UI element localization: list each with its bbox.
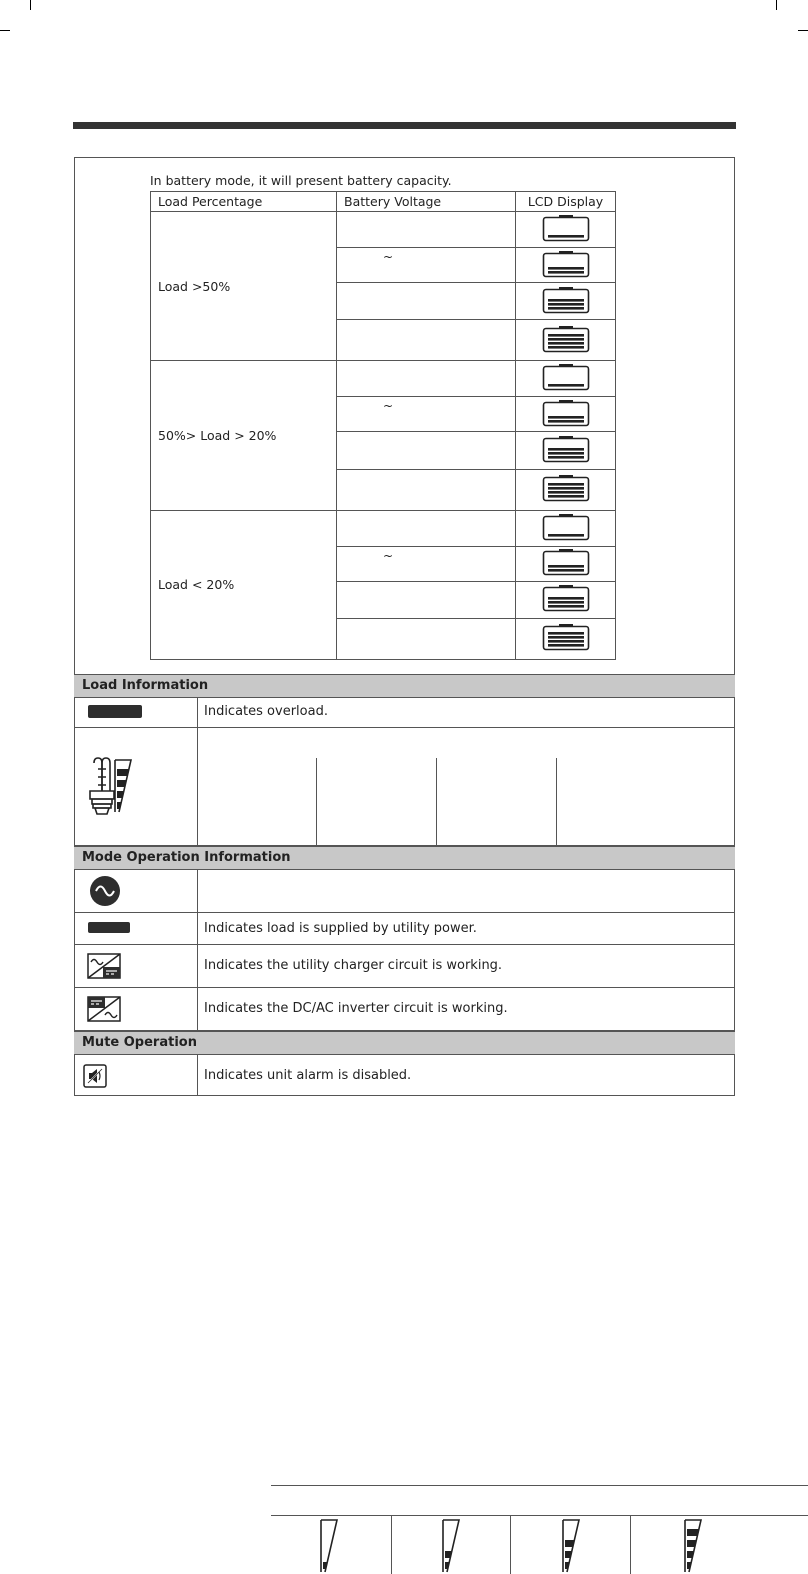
battery-icon-cell [516,320,616,361]
utility-icon-cell [74,913,198,944]
battery-icon-cell [516,581,616,618]
battery-icon [542,548,590,576]
voltage-cell [337,510,516,546]
battery-icon [542,286,590,314]
battery-icon-cell [516,397,616,432]
voltage-cell [337,618,516,659]
header-load-percentage: Load Percentage [151,192,337,212]
battery-icon-cell [516,618,616,659]
inverter-text: Indicates the DC/AC inverter circuit is working. [204,1001,508,1016]
voltage-cell [337,361,516,397]
divider [316,758,317,846]
utility-row [74,913,735,945]
load-level-icon [440,1518,464,1574]
voltage-cell [337,248,516,283]
battery-icon [542,435,590,463]
crop-mark [776,0,777,10]
load-group-label: 50%> Load > 20% [151,361,337,510]
section-load-information: Load Information [74,674,735,698]
battery-icon-cell [516,212,616,248]
load-level-icon [560,1518,584,1574]
header-rule [73,122,736,129]
load-group-label: Load < 20% [151,510,337,659]
battery-icon [542,363,590,391]
utility-bar-icon [88,922,130,933]
battery-capacity-table [150,191,616,660]
load-icon-cell [74,728,198,845]
ac-sine-icon [89,875,121,907]
overload-row [74,698,735,728]
voltage-cell [337,469,516,510]
voltage-cell [337,212,516,248]
section-mute-operation: Mute Operation [74,1031,735,1055]
battery-icon-cell [516,510,616,546]
utility-text: Indicates load is supplied by utility power. [204,921,477,936]
header-lcd-display: LCD Display [516,192,616,212]
mute-text: Indicates unit alarm is disabled. [204,1068,412,1083]
battery-icon-cell [516,546,616,581]
battery-icon-cell [516,469,616,510]
ac-icon-cell [74,870,198,912]
load-level-icons-row [271,1516,808,1574]
load-level-blank-row [271,1456,808,1486]
crop-mark [798,30,808,31]
load-level-cell [391,1516,511,1574]
battery-icon [542,513,590,541]
battery-icon-cell [516,283,616,320]
load-level-cell [630,1516,808,1574]
voltage-cell [337,397,516,432]
voltage-range-tilde: ~ [383,250,394,265]
battery-icon [542,399,590,427]
battery-icon-cell [516,432,616,469]
overload-icon-cell [74,698,198,727]
voltage-cell [337,546,516,581]
header-battery-voltage: Battery Voltage [337,192,516,212]
load-level-cell [510,1516,631,1574]
inverter-icon-cell [74,988,198,1030]
crop-mark [30,0,31,10]
load-level-icon [682,1518,706,1574]
battery-icon [542,214,590,242]
load-level-range-row [271,1486,808,1516]
load-level-row [74,728,735,846]
load-level-cell [271,1516,392,1574]
divider [436,758,437,846]
overload-icon [88,705,142,718]
charger-text: Indicates the utility charger circuit is working. [204,958,503,973]
mute-speaker-icon [83,1064,107,1088]
crop-mark [0,30,10,31]
charger-row [74,945,735,988]
battery-icon [542,325,590,353]
voltage-range-tilde: ~ [383,399,394,414]
overload-text: Indicates overload. [204,704,328,719]
voltage-range-tilde: ~ [383,548,394,563]
inverter-icon [87,996,121,1022]
voltage-cell [337,320,516,361]
battery-icon [542,250,590,278]
battery-icon [542,623,590,651]
ac-input-row [74,870,735,913]
battery-icon [542,474,590,502]
battery-icon-cell [516,248,616,283]
section-mode-operation: Mode Operation Information [74,846,735,870]
battery-intro-text: In battery mode, it will present battery capacity. [150,173,452,188]
battery-icon [542,584,590,612]
voltage-cell [337,283,516,320]
mute-icon-cell [74,1055,198,1096]
voltage-cell [337,581,516,618]
load-level-icon [112,758,136,814]
divider [556,758,557,846]
voltage-cell [337,432,516,469]
battery-icon-cell [516,361,616,397]
inverter-row [74,988,735,1031]
charger-icon-cell [74,945,198,987]
charger-icon [87,953,121,979]
load-level-icon [318,1518,342,1574]
load-group-label: Load >50% [151,212,337,361]
mute-row [74,1055,735,1096]
